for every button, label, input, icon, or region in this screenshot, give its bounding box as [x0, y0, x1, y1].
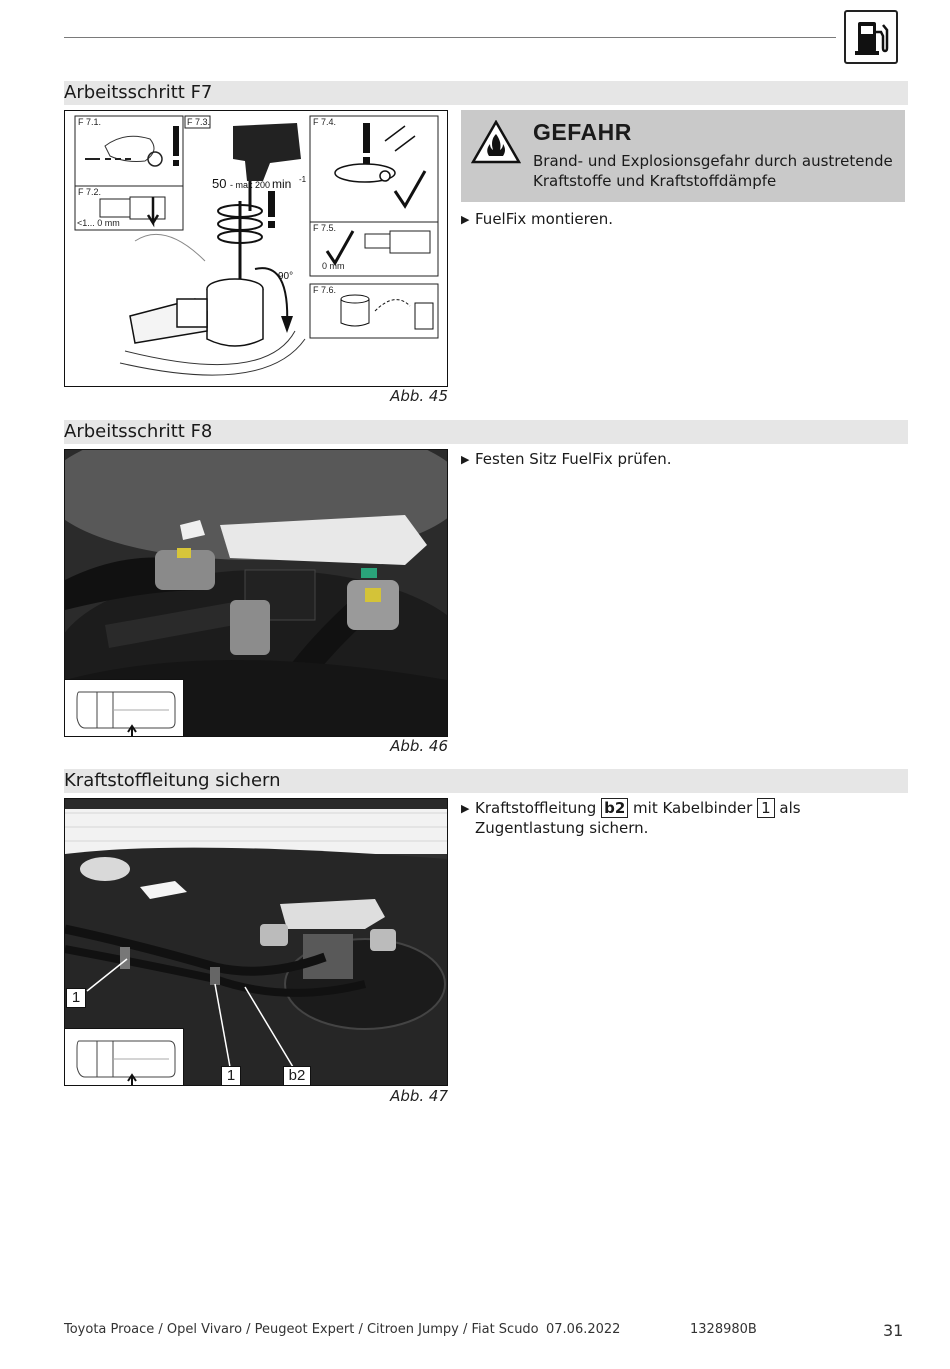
instruction-text-part3: als Zugentlastung sichern. — [475, 799, 801, 837]
flammable-warning-icon — [471, 120, 521, 168]
figure-46-caption: Abb. 46 — [390, 737, 448, 755]
label-speed-mid: - max 200 — [230, 180, 271, 190]
figure-45 — [64, 110, 448, 387]
danger-notice — [461, 110, 905, 202]
section-title: Kraftstoffleitung sichern — [64, 770, 281, 791]
label-gap: <1... 0 mm — [77, 218, 120, 228]
bullet-arrow-icon: ▶ — [461, 802, 470, 815]
label-speed-exp: -1 — [299, 175, 307, 184]
page-number: 31 — [883, 1321, 904, 1340]
vehicle-view-indicator — [65, 679, 184, 736]
callout-1-bottom: 1 — [221, 1066, 241, 1086]
label-f75: F 7.5. — [313, 223, 337, 233]
bullet-arrow-icon: ▶ — [461, 213, 470, 226]
figure-46 — [64, 449, 448, 737]
label-f74: F 7.4. — [313, 117, 337, 127]
figure-47-caption: Abb. 47 — [390, 1087, 448, 1105]
reference-1: 1 — [757, 798, 775, 818]
bullet-arrow-icon: ▶ — [461, 453, 470, 466]
section-title: Arbeitsschritt F7 — [64, 82, 213, 103]
footer-doc-number: 1328980B — [690, 1322, 757, 1337]
danger-title: GEFAHR — [533, 119, 632, 145]
section-header-f8 — [64, 420, 908, 444]
section-header-f7 — [64, 81, 908, 105]
header-rule — [64, 37, 836, 38]
instruction-text: Festen Sitz FuelFix prüfen. — [475, 450, 672, 468]
instruction-f8 — [461, 449, 672, 470]
callout-b2: b2 — [283, 1066, 311, 1086]
label-speed-main: 50 — [212, 176, 227, 191]
section-header-secure — [64, 769, 908, 793]
instruction-secure — [461, 798, 901, 838]
instruction-text-part1: Kraftstoffleitung — [475, 799, 597, 817]
reference-b2: b2 — [601, 798, 628, 818]
instruction-text-part2: mit Kabelbinder — [633, 799, 753, 817]
footer-date: 07.06.2022 — [546, 1322, 621, 1337]
label-zero: 0 mm — [322, 261, 345, 271]
danger-text: Brand- und Explosionsgefahr durch austretende Kraftstoffe und Kraftstoffdämpfe — [533, 152, 893, 190]
figure-45-caption: Abb. 45 — [390, 387, 448, 405]
section-title: Arbeitsschritt F8 — [64, 421, 213, 442]
footer-models: Toyota Proace / Opel Vivaro / Peugeot Expert / Citroen Jumpy / Fiat Scudo — [64, 1322, 539, 1337]
instruction-text: FuelFix montieren. — [475, 210, 613, 228]
label-speed-unit: min — [272, 177, 292, 191]
label-f71: F 7.1. — [78, 117, 102, 127]
instruction-f7 — [461, 209, 613, 230]
label-angle: 90° — [278, 271, 294, 282]
callout-1-left: 1 — [66, 988, 86, 1008]
label-f72: F 7.2. — [78, 187, 102, 197]
label-f73: F 7.3. — [187, 117, 211, 127]
label-f76: F 7.6. — [313, 285, 337, 295]
vehicle-view-indicator — [65, 1028, 184, 1085]
figure-47 — [64, 798, 448, 1086]
fuel-pump-icon — [844, 10, 898, 64]
